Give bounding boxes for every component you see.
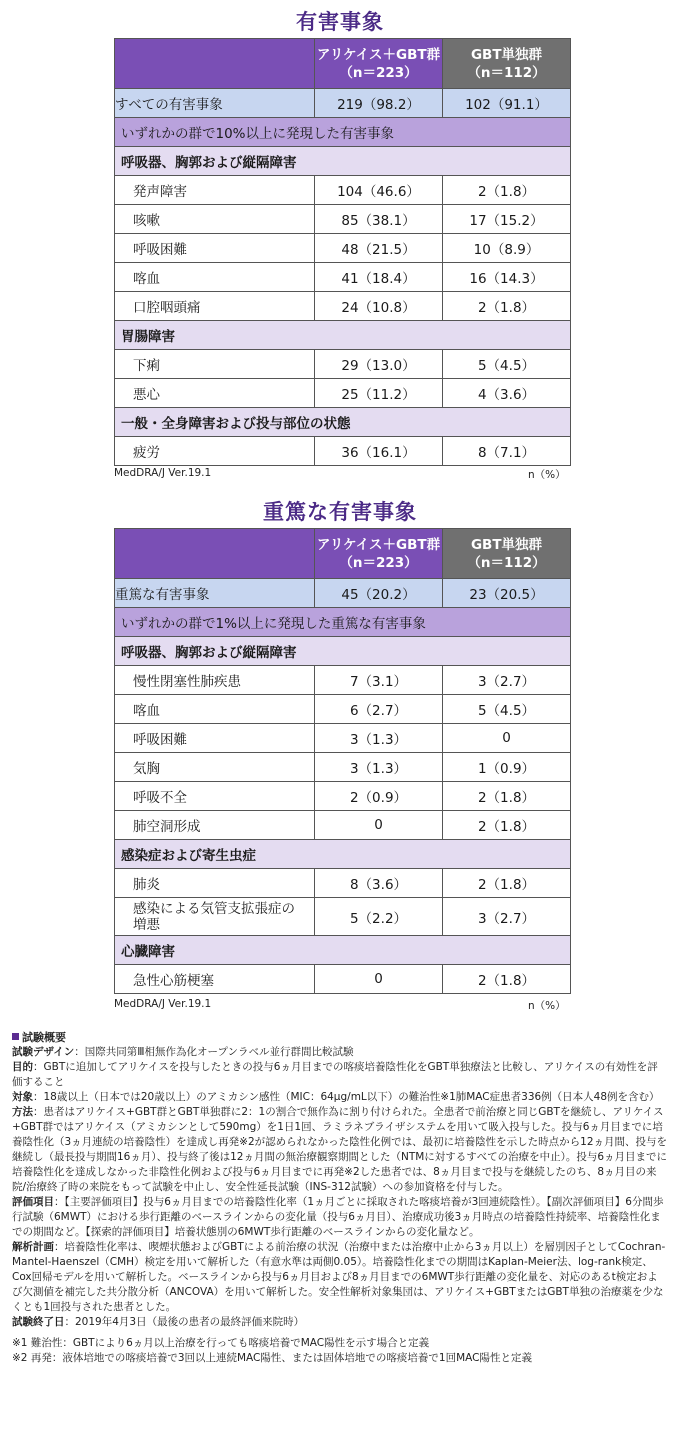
category-label: 心臓障害 <box>115 936 571 965</box>
event-row <box>115 695 571 724</box>
gbt-arm-value: 102（91.1） <box>443 89 571 118</box>
category-row <box>115 147 571 176</box>
event-label: 肺炎 <box>115 869 315 898</box>
combination-arm-value: 45（20.2） <box>315 579 443 608</box>
combination-arm-value: 25（11.2） <box>315 379 443 408</box>
combination-arm-value: 8（3.6） <box>315 869 443 898</box>
summary-note-1: ※1 難治性：GBTにより6ヵ月以上治療を行っても喀痰培養でMAC陽性を示す場合と定義 <box>12 1337 430 1349</box>
gbt-arm-value: 2（1.8） <box>443 782 571 811</box>
combination-arm-value: 36（16.1） <box>315 437 443 466</box>
serious-adverse-events-table <box>114 528 571 994</box>
gbt-arm-value: 16（14.3） <box>443 263 571 292</box>
arm2-name: GBT単独群 <box>470 46 543 63</box>
event-row <box>115 263 571 292</box>
event-label: 急性心筋梗塞 <box>115 965 315 994</box>
category-row <box>115 637 571 666</box>
gbt-arm-value: 10（8.9） <box>443 234 571 263</box>
combination-arm-value: 3（1.3） <box>315 753 443 782</box>
summary-heading: 試験概要 <box>12 1030 668 1045</box>
summary-subject: 対象：18歳以上（日本では20歳以上）のアミカシン感性（MIC：64μg/mL以下）の難治性※1肺MAC症患者336例（日本人48例を含む） <box>12 1091 660 1103</box>
table2-footnote-unit: n（%） <box>528 1000 566 1012</box>
event-row <box>115 437 571 466</box>
combination-arm-value: 3（1.3） <box>315 724 443 753</box>
arm2-n: （n＝112） <box>467 554 546 571</box>
event-label: すべての有害事象 <box>115 89 315 118</box>
header-gbt-arm <box>443 529 571 579</box>
summary-end-date: 試験終了日：2019年4月3日（最後の患者の最終評価来院時） <box>12 1316 305 1328</box>
event-row <box>115 724 571 753</box>
gbt-arm-value: 4（3.6） <box>443 379 571 408</box>
summary-note-2: ※2 再発：液体培地での喀痰培養で3回以上連続MAC陽性、または固体培地での喀痰培養で1回MAC陽性と定義 <box>12 1352 532 1364</box>
category-label: 胃腸障害 <box>115 321 571 350</box>
combination-arm-value: 29（13.0） <box>315 350 443 379</box>
gbt-arm-value: 5（4.5） <box>443 350 571 379</box>
gbt-arm-value: 23（20.5） <box>443 579 571 608</box>
gbt-arm-value: 2（1.8） <box>443 965 571 994</box>
event-row <box>115 205 571 234</box>
event-label: 感染による気管支拡張症の増悪 <box>115 898 315 936</box>
total-row <box>115 89 571 118</box>
event-row <box>115 811 571 840</box>
event-label: 気胸 <box>115 753 315 782</box>
threshold-subheader-row <box>115 118 571 147</box>
event-label: 呼吸困難 <box>115 724 315 753</box>
event-row <box>115 234 571 263</box>
category-label: 呼吸器、胸郭および縦隔障害 <box>115 637 571 666</box>
event-row <box>115 898 571 936</box>
gbt-arm-value: 2（1.8） <box>443 869 571 898</box>
combination-arm-value: 0 <box>315 811 443 840</box>
combination-arm-value: 104（46.6） <box>315 176 443 205</box>
gbt-arm-value: 0 <box>443 724 571 753</box>
combination-arm-value: 48（21.5） <box>315 234 443 263</box>
combination-arm-value: 7（3.1） <box>315 666 443 695</box>
event-label: 口腔咽頭痛 <box>115 292 315 321</box>
table2-footnote-version: MedDRA/J Ver.19.1 <box>114 998 212 1010</box>
header-blank <box>115 529 315 579</box>
threshold-subheader-row <box>115 608 571 637</box>
square-bullet-icon <box>12 1033 19 1040</box>
category-label: 呼吸器、胸郭および縦隔障害 <box>115 147 571 176</box>
arm2-n: （n＝112） <box>467 64 546 81</box>
summary-endpoints: 評価項目：【主要評価項目】投与6ヵ月目までの培養陰性化率（1ヵ月ごとに採取された喀痰培養が3回連続陰性）。【副次評価項目】6分間歩行試験（6MWT）における歩行距離のベースラインからの変化量（投与6ヵ月目）、治療成功後3ヵ月時点の培養陰性持続率、培養陰性化までの期間など。【探索的評価項目】培養状態別の6MWT歩行距離のベースラインからの変化量など。 <box>12 1196 664 1238</box>
gbt-arm-value: 5（4.5） <box>443 695 571 724</box>
event-row <box>115 753 571 782</box>
event-label: 慢性閉塞性肺疾患 <box>115 666 315 695</box>
event-row <box>115 666 571 695</box>
header-combination-arm <box>315 39 443 89</box>
event-row <box>115 782 571 811</box>
gbt-arm-value: 2（1.8） <box>443 292 571 321</box>
event-label: 悪心 <box>115 379 315 408</box>
combination-arm-value: 0 <box>315 965 443 994</box>
gbt-arm-value: 3（2.7） <box>443 666 571 695</box>
arm1-n: （n＝223） <box>339 554 418 571</box>
summary-purpose: 目的：GBTに追加してアリケイスを投与したときの投与6ヵ月目までの喀痰培養陰性化をGBT単独療法と比較し、アリケイスの有効性を評価すること <box>12 1061 658 1088</box>
gbt-arm-value: 3（2.7） <box>443 898 571 936</box>
event-label: 咳嗽 <box>115 205 315 234</box>
adverse-events-table <box>114 38 571 466</box>
event-row <box>115 176 571 205</box>
combination-arm-value: 24（10.8） <box>315 292 443 321</box>
arm1-n: （n＝223） <box>339 64 418 81</box>
threshold-subheader: いずれかの群で10%以上に発現した有害事象 <box>115 118 571 147</box>
summary-analysis: 解析計画：培養陰性化率は、喫煙状態およびGBTによる前治療の状況（治療中または治療中止から3ヵ月以上）を層別因子としてCochran-Mantel-Haenszel（CMH）検定を用いて解析した（有意水準は両側0.05）。培養陰性化までの期間はKaplan-Meier法、log-rank検定、Cox回帰モデルを用いて解析した。ベースラインから投与6ヵ月目および8ヵ月目までの6MWT歩行距離の変化量を、対応のあるt検定および欠測値を補完した共分散分析（ANCOVA）を用いて解析した。安全性解析対象集団は、アリケイス+GBTまたはGBT単独の治療薬を少なくとも1回投与された患者とした。 <box>12 1241 666 1313</box>
gbt-arm-value: 8（7.1） <box>443 437 571 466</box>
serious-adverse-events-title: 重篤な有害事象 <box>263 500 417 524</box>
gbt-arm-value: 2（1.8） <box>443 176 571 205</box>
arm1-name: アリケイス＋GBT群 <box>316 46 441 63</box>
event-row <box>115 965 571 994</box>
event-label: 下痢 <box>115 350 315 379</box>
event-label: 疲労 <box>115 437 315 466</box>
gbt-arm-value: 1（0.9） <box>443 753 571 782</box>
total-row <box>115 579 571 608</box>
category-row <box>115 840 571 869</box>
summary-method: 方法：患者はアリケイス+GBT群とGBT単独群に2：1の割合で無作為に割り付けられた。全患者で前治療と同じGBTを継続し、アリケイス+GBT群ではアリケイス（アミカシンとして590mg）を1日1回、ラミラネブライザシステムを用いて吸入投与した。投与6ヵ月目までに培養陰性化（3ヵ月連続の培養陰性）を達成し再発※2が認められなかった陰性化例では、最初に培養陰性を示した時点から12ヵ月間、投与を継続し（最長投与期間16ヵ月）、投与終了後は12ヵ月間の無治療観察期間とした（NTMに対するすべての治療を中止）。投与6ヵ月目までに培養陰性化を達成しなかった非陰性化例および投与6ヵ月目までに再発※2した患者では、8ヵ月目まで投与を継続したのち、8ヵ月目の来院/治療終了時の来院をもって試験を中止し、安全性延長試験（INS-312試験）への参加資格を付与した。 <box>12 1106 668 1193</box>
category-label: 一般・全身障害および投与部位の状態 <box>115 408 571 437</box>
gbt-arm-value: 2（1.8） <box>443 811 571 840</box>
event-row <box>115 350 571 379</box>
event-label: 喀血 <box>115 695 315 724</box>
table1-footnote-version: MedDRA/J Ver.19.1 <box>114 467 212 479</box>
event-row <box>115 292 571 321</box>
arm1-name: アリケイス＋GBT群 <box>316 536 441 553</box>
arm2-name: GBT単独群 <box>470 536 543 553</box>
threshold-subheader: いずれかの群で1%以上に発現した重篤な有害事象 <box>115 608 571 637</box>
combination-arm-value: 85（38.1） <box>315 205 443 234</box>
event-label: 呼吸不全 <box>115 782 315 811</box>
event-row <box>115 379 571 408</box>
header-combination-arm <box>315 529 443 579</box>
combination-arm-value: 2（0.9） <box>315 782 443 811</box>
category-label: 感染症および寄生虫症 <box>115 840 571 869</box>
study-summary <box>12 1030 668 1366</box>
event-row <box>115 869 571 898</box>
adverse-events-title: 有害事象 <box>296 10 384 34</box>
summary-design: 試験デザイン：国際共同第Ⅲ相無作為化オープンラベル並行群間比較試験 <box>12 1046 354 1058</box>
event-label: 喀血 <box>115 263 315 292</box>
event-label: 呼吸困難 <box>115 234 315 263</box>
event-label: 発声障害 <box>115 176 315 205</box>
combination-arm-value: 6（2.7） <box>315 695 443 724</box>
combination-arm-value: 41（18.4） <box>315 263 443 292</box>
gbt-arm-value: 17（15.2） <box>443 205 571 234</box>
table1-footnote-unit: n（%） <box>528 469 566 481</box>
header-gbt-arm <box>443 39 571 89</box>
header-blank <box>115 39 315 89</box>
combination-arm-value: 219（98.2） <box>315 89 443 118</box>
combination-arm-value: 5（2.2） <box>315 898 443 936</box>
event-label: 肺空洞形成 <box>115 811 315 840</box>
category-row <box>115 408 571 437</box>
category-row <box>115 321 571 350</box>
category-row <box>115 936 571 965</box>
event-label: 重篤な有害事象 <box>115 579 315 608</box>
